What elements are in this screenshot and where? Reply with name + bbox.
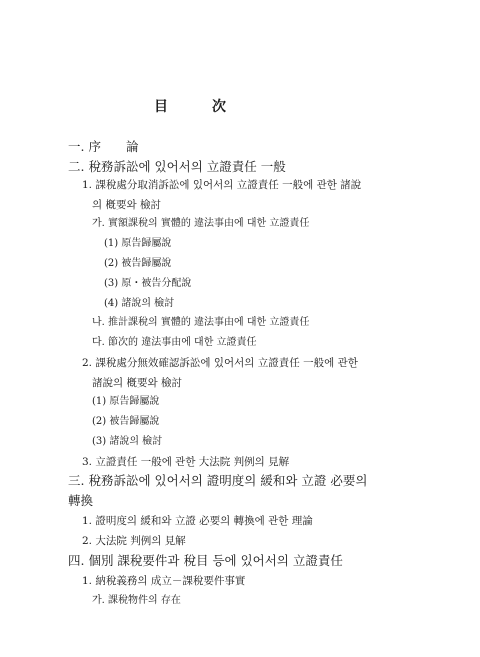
title-char-2: 次 [212, 99, 227, 115]
toc-entry-continuation: 轉換 [68, 493, 94, 508]
toc-entry-level-2: 3. 立證責任 一般에 관한 大法院 判例의 見解 [82, 456, 290, 468]
page-title [0, 96, 480, 116]
toc-entry-level-4: (4) 諸說의 檢討 [104, 298, 175, 309]
toc-entry-level-3: (2) 被告歸屬說 [92, 416, 160, 427]
toc-entry-level-3: 다. 節次的 違法事由에 대한 立證責任 [92, 337, 257, 348]
toc-entry-level-3: 나. 推計課稅의 實體的 違法事由에 대한 立證責任 [92, 317, 310, 328]
toc-entry-level-3: 가. 實額課稅의 實體的 違法事由에 대한 立證責任 [92, 218, 310, 229]
toc-entry-level-2: 1. 納稅義務의 成立－課稅要件事實 [82, 575, 246, 587]
toc-entry-level-2: 1. 證明度의 緩和와 立證 必要의 轉換에 관한 理論 [82, 515, 313, 527]
toc-entry-level-2: 2. 課稅處分無效確認訴訟에 있어서의 立證責任 一般에 관한 [82, 357, 358, 369]
toc-entry-level-1: 二. 稅務訴訟에 있어서의 立證責任 一般 [68, 159, 286, 174]
title-char-1: 目 [154, 99, 169, 115]
toc-entry-level-2: 1. 課稅處分取消訴訟에 있어서의 立證責任 一般에 관한 諸說 [82, 179, 362, 191]
toc-entry-level-3: (3) 諸說의 檢討 [92, 436, 163, 447]
toc-entry-level-3: 가. 課稅物件의 存在 [92, 595, 181, 606]
toc-entry-level-1: 一. 序 論 [68, 139, 139, 154]
toc-entry-level-4: (2) 被告歸屬說 [104, 258, 172, 269]
toc-entry-level-2: 2. 大法院 判例의 見解 [82, 535, 186, 547]
toc-entry-continuation: 의 槪要와 檢討 [92, 199, 161, 211]
toc-entry-level-1: 四. 個別 課稅要件과 稅目 등에 있어서의 立證責任 [68, 553, 343, 568]
toc-entry-level-1: 三. 稅務訴訟에 있어서의 證明度의 緩和와 立證 必要의 [68, 473, 368, 488]
toc-entry-level-3: (1) 原告歸屬說 [92, 396, 160, 407]
toc-entry-level-4: (1) 原告歸屬說 [104, 238, 172, 249]
toc-entry-continuation: 諸說의 槪要와 檢討 [92, 377, 182, 389]
toc-entry-level-4: (3) 原・被告分配說 [104, 278, 192, 289]
